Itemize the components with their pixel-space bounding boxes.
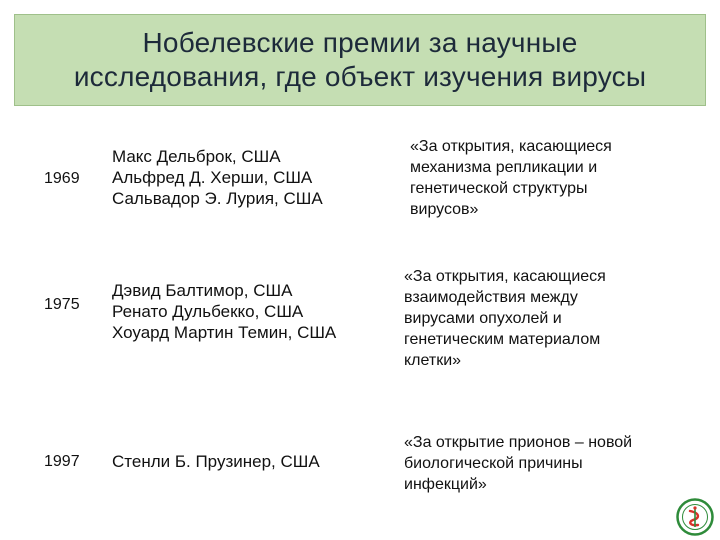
prize-year: 1997	[44, 453, 80, 470]
laureate-name: Дэвид Балтимор, США	[112, 281, 293, 300]
laureate-name: Альфред Д. Херши, США	[112, 168, 313, 187]
laureate-name: Стенли Б. Прузинер, США	[112, 452, 320, 471]
laureate-list	[112, 280, 336, 343]
caduceus-emblem-icon	[676, 498, 714, 536]
prize-year: 1969	[44, 170, 80, 187]
laureate-name: Хоуард Мартин Темин, США	[112, 323, 337, 342]
laureate-list	[112, 146, 323, 209]
emblem-dot	[693, 506, 696, 509]
laureate-list	[112, 451, 320, 472]
laureate-name: Сальвадор Э. Лурия, США	[112, 189, 323, 208]
prize-citation: «За открытия, касающиеся механизма репликации и генетической структуры вирусов»	[410, 138, 612, 218]
prize-citation: «За открытие прионов – новой биологической причины инфекций»	[404, 434, 633, 493]
page-title-line-2: исследования, где объект изучения вирусы	[73, 61, 647, 92]
title-banner	[14, 14, 706, 106]
prize-citation: «За открытия, касающиеся взаимодействия между вирусами опухолей и генетическим материалом клетки»	[404, 268, 606, 369]
laureate-name: Макс Дельброк, США	[112, 147, 281, 166]
prize-year: 1975	[44, 296, 80, 313]
page-title-line-1: Нобелевские премии за научные	[142, 27, 578, 58]
laureate-name: Ренато Дульбекко, США	[112, 302, 304, 321]
